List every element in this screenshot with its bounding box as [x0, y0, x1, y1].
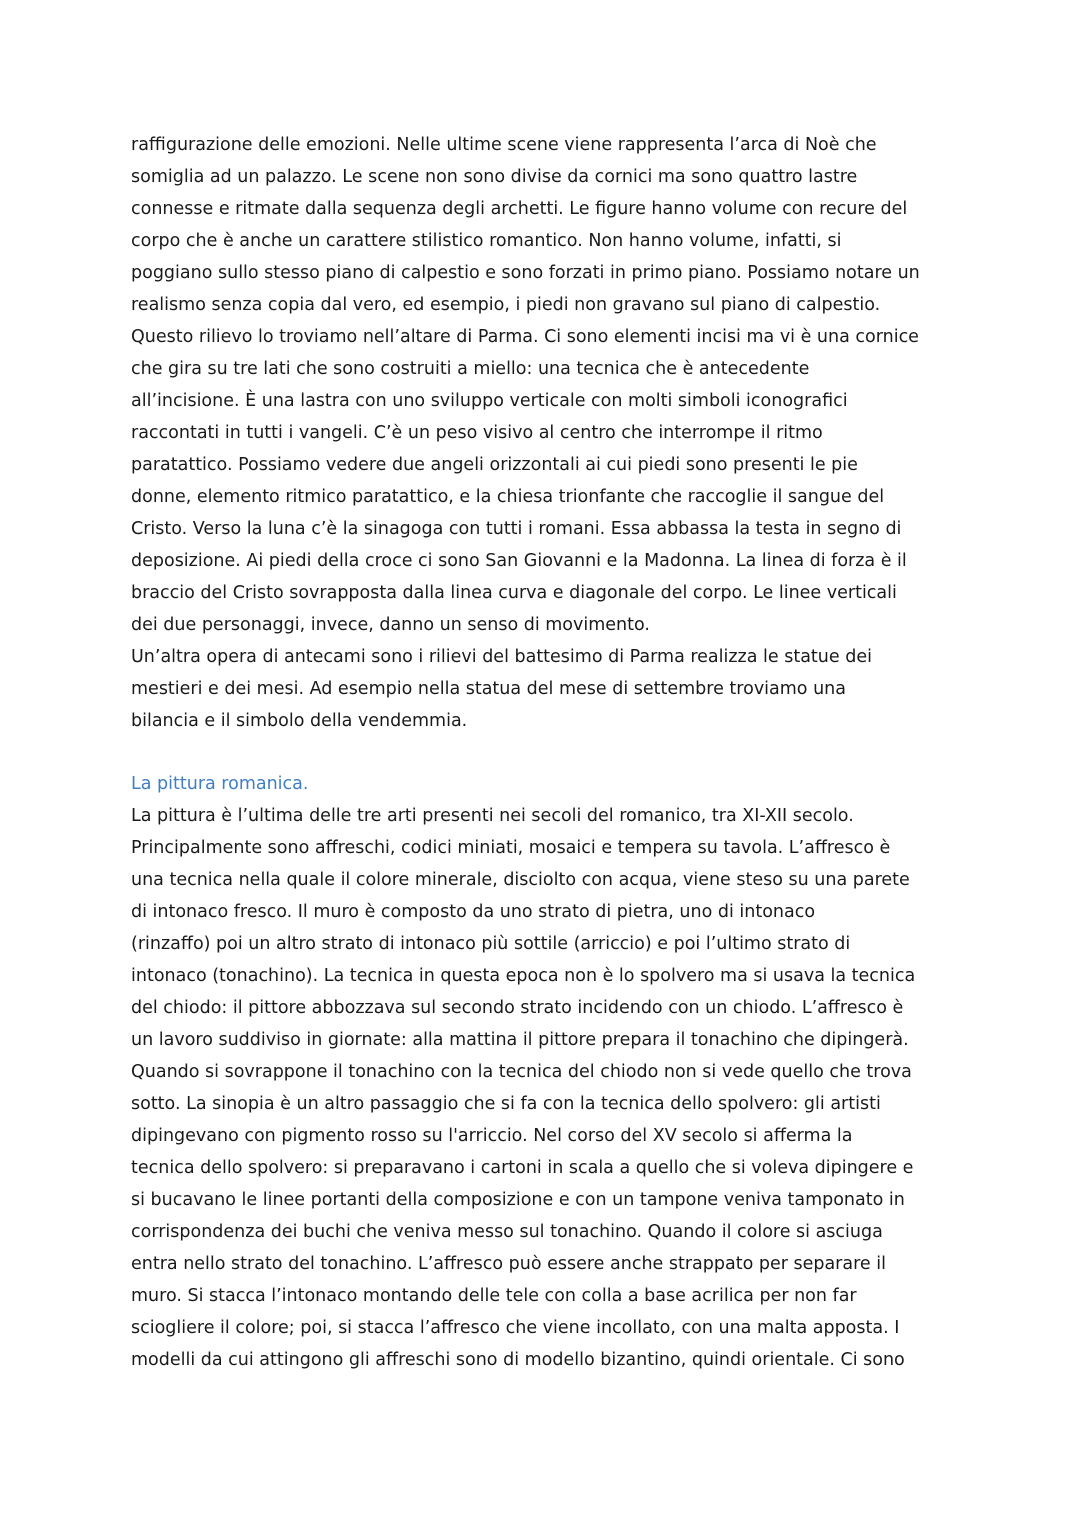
text-line: corpo che è anche un carattere stilistico romantico. Non hanno volume, infatti, si — [131, 231, 842, 251]
text-line: Quando si sovrappone il tonachino con la tecnica del chiodo non si vede quello che trova — [131, 1062, 912, 1082]
text-line: sotto. La sinopia è un altro passaggio che si fa con la tecnica dello spolvero: gli artisti — [131, 1094, 881, 1114]
text-line: deposizione. Ai piedi della croce ci sono San Giovanni e la Madonna. La linea di forza è il — [131, 551, 907, 571]
text-line: poggiano sullo stesso piano di calpestio e sono forzati in primo piano. Possiamo notare un — [131, 263, 920, 283]
text-line: bilancia e il simbolo della vendemmia. — [131, 711, 468, 731]
text-line: Un’altra opera di antecami sono i rilievi del battesimo di Parma realizza le statue dei — [131, 647, 872, 667]
section-heading: La pittura romanica. — [131, 774, 309, 794]
text-line: corrispondenza dei buchi che veniva messo sul tonachino. Quando il colore si asciuga — [131, 1222, 883, 1242]
text-line: somiglia ad un palazzo. Le scene non sono divise da cornici ma sono quattro lastre — [131, 167, 858, 187]
paragraph-painting — [131, 800, 961, 1376]
text-line: realismo senza copia dal vero, ed esempio, i piedi non gravano sul piano di calpestio. — [131, 295, 881, 315]
text-line: Questo rilievo lo troviamo nell’altare di Parma. Ci sono elementi incisi ma vi è una cornice — [131, 327, 919, 347]
text-line: raccontati in tutti i vangeli. C’è un peso visivo al centro che interrompe il ritmo — [131, 423, 823, 443]
text-line: sciogliere il colore; poi, si stacca l’affresco che viene incollato, con una malta apposta. I — [131, 1318, 900, 1338]
text-line: tecnica dello spolvero: si preparavano i cartoni in scala a quello che si voleva dipingere e — [131, 1158, 914, 1178]
text-line: una tecnica nella quale il colore minerale, disciolto con acqua, viene steso su una parete — [131, 870, 910, 890]
text-line: mestieri e dei mesi. Ad esempio nella statua del mese di settembre troviamo una — [131, 679, 846, 699]
text-line: paratattico. Possiamo vedere due angeli orizzontali ai cui piedi sono presenti le pie — [131, 455, 858, 475]
text-line: dipingevano con pigmento rosso su l'arriccio. Nel corso del XV secolo si afferma la — [131, 1126, 853, 1146]
text-line: raffigurazione delle emozioni. Nelle ultime scene viene rappresenta l’arca di Noè che — [131, 135, 877, 155]
text-line: connesse e ritmate dalla sequenza degli archetti. Le figure hanno volume con recure del — [131, 199, 908, 219]
text-line: modelli da cui attingono gli affreschi sono di modello bizantino, quindi orientale. Ci sono — [131, 1350, 905, 1370]
text-line: (rinzaffo) poi un altro strato di intonaco più sottile (arriccio) e poi l’ultimo strato di — [131, 934, 851, 954]
text-line: muro. Si stacca l’intonaco montando delle tele con colla a base acrilica per non far — [131, 1286, 857, 1306]
text-line: donne, elemento ritmico paratattico, e la chiesa trionfante che raccoglie il sangue del — [131, 487, 885, 507]
text-line: che gira su tre lati che sono costruiti a miello: una tecnica che è antecedente — [131, 359, 810, 379]
text-line: un lavoro suddiviso in giornate: alla mattina il pittore prepara il tonachino che dipingerà. — [131, 1030, 909, 1050]
text-line: dei due personaggi, invece, danno un senso di movimento. — [131, 615, 650, 635]
text-line: intonaco (tonachino). La tecnica in questa epoca non è lo spolvero ma si usava la tecnica — [131, 966, 916, 986]
text-line: si bucavano le linee portanti della composizione e con un tampone veniva tamponato in — [131, 1190, 905, 1210]
text-line: braccio del Cristo sovrapposta dalla linea curva e diagonale del corpo. Le linee verticali — [131, 583, 897, 603]
text-line: Cristo. Verso la luna c’è la sinagoga con tutti i romani. Essa abbassa la testa in segno di — [131, 519, 902, 539]
text-line: all’incisione. È una lastra con uno sviluppo verticale con molti simboli iconografici — [131, 391, 848, 411]
text-line: entra nello strato del tonachino. L’affresco può essere anche strappato per separare il — [131, 1254, 886, 1274]
text-line: La pittura è l’ultima delle tre arti presenti nei secoli del romanico, tra XI-XII secolo. — [131, 806, 854, 826]
text-line: del chiodo: il pittore abbozzava sul secondo strato incidendo con un chiodo. L’affresco è — [131, 998, 904, 1018]
text-line: di intonaco fresco. Il muro è composto da uno strato di pietra, uno di intonaco — [131, 902, 816, 922]
paragraph-sculpture — [131, 129, 961, 737]
text-line: Principalmente sono affreschi, codici miniati, mosaici e tempera su tavola. L’affresco è — [131, 838, 891, 858]
